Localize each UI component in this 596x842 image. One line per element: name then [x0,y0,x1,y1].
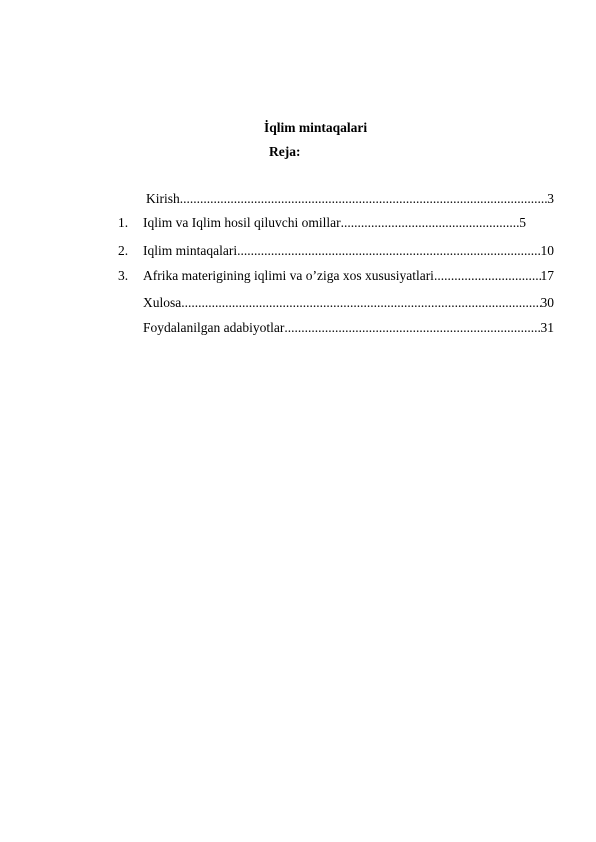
toc-entry-climate-zones [143,242,554,260]
toc-entry-number: 1. [118,215,129,230]
toc-entry-text: Iqlim mintaqalari [143,243,238,258]
toc-entry-number: 2. [118,243,129,258]
toc-leader-dots [284,319,540,337]
document-title: İqlim mintaqalari [264,120,368,135]
toc-entry-references [143,319,554,337]
toc-entry-page: 17 [540,268,554,283]
toc-leader-dots [434,267,541,285]
toc-entry-page: 31 [540,320,554,335]
toc-entry-text: Kirish [146,191,180,206]
toc-entry-number: 3. [118,268,129,283]
toc-entry-page: 5 [519,215,526,230]
toc-entry-text: Afrika materigining iqlimi va o’ziga xos xususiyatlari [143,268,434,283]
toc-entry-text: Iqlim va Iqlim hosil qiluvchi omillar [143,215,341,230]
toc-leader-dots [341,214,520,232]
toc-entry-introduction [146,190,554,208]
document-subtitle: Reja: [269,144,301,159]
toc-entry-africa-climate [143,267,554,285]
toc-leader-dots [237,242,540,260]
toc-leader-dots [180,190,548,208]
toc-entry-climate-factors [143,214,526,232]
toc-entry-page: 3 [547,191,554,206]
toc-entry-page: 30 [540,295,554,310]
toc-entry-text: Xulosa [143,295,182,310]
toc-entry-page: 10 [540,243,554,258]
toc-entry-text: Foydalanilgan adabiyotlar [143,320,285,335]
toc-entry-conclusion [143,294,554,312]
toc-leader-dots [181,294,540,312]
